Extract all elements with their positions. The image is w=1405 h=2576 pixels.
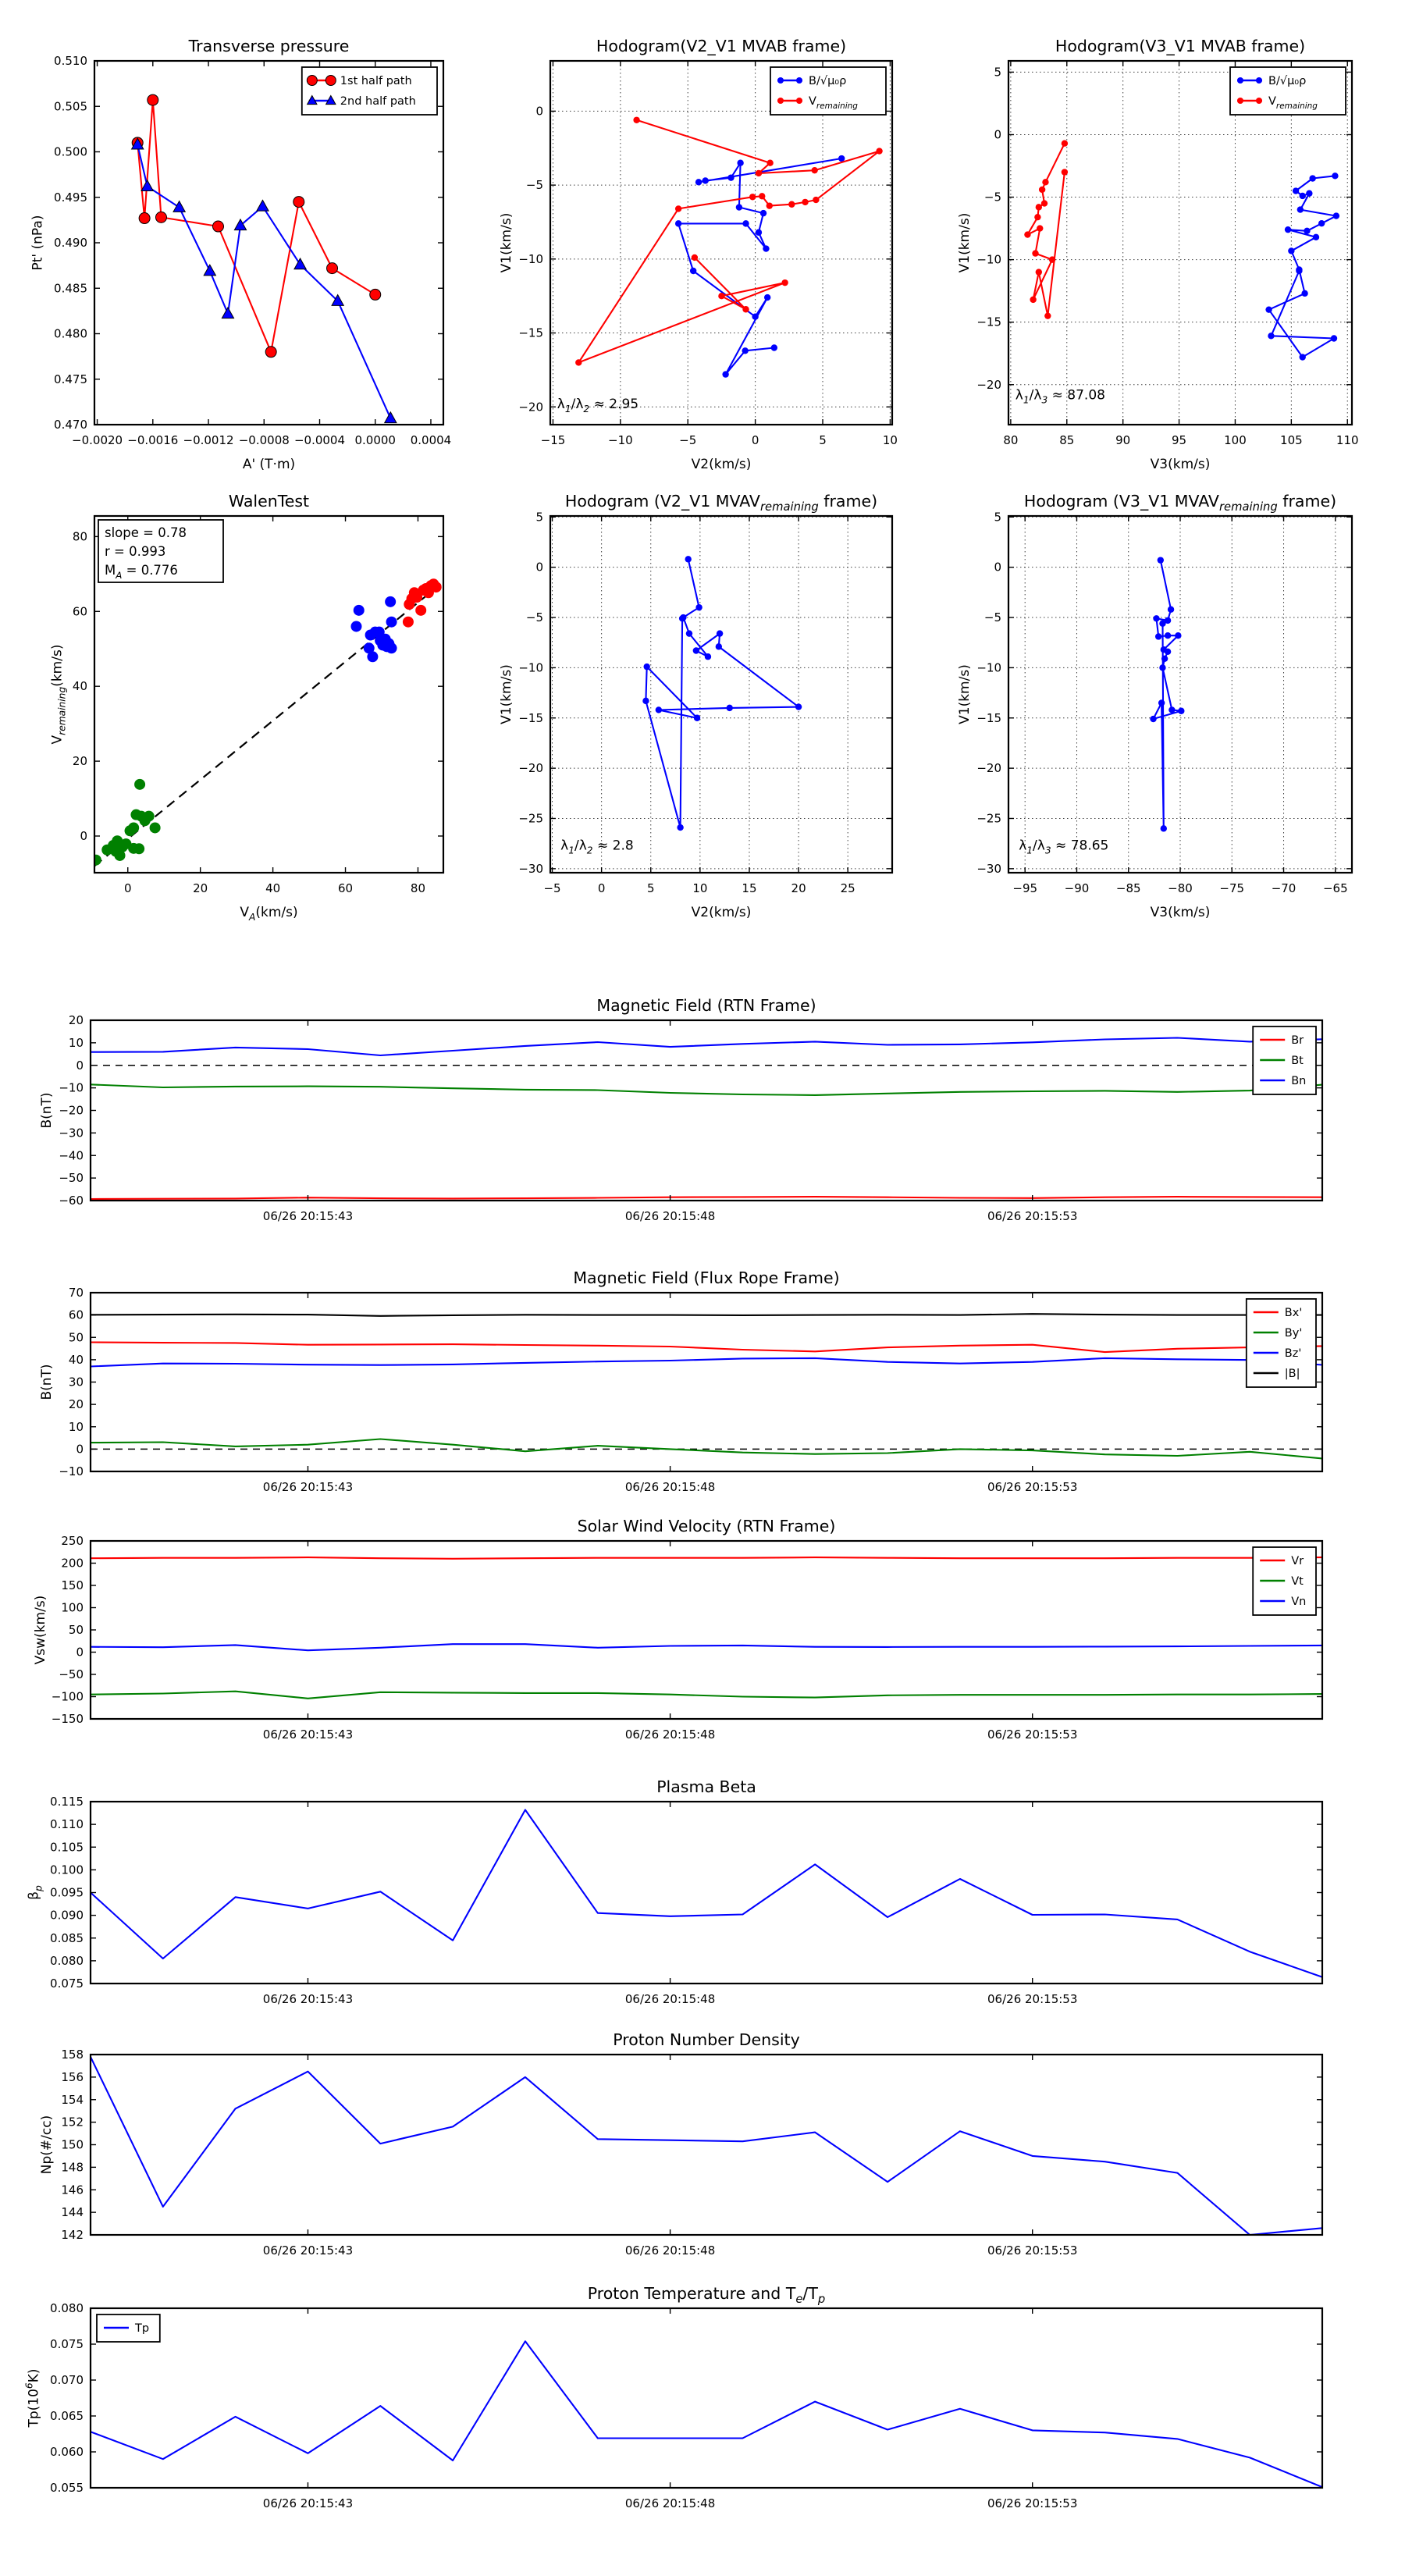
grid [1008, 516, 1352, 873]
series-V_remaining [1027, 144, 1065, 316]
x-tick-label: −90 [1064, 881, 1090, 895]
y-tick-label: −15 [518, 710, 543, 725]
y-tick-label: 0.075 [50, 2337, 84, 2351]
stats-box [98, 520, 223, 582]
hodogram-v3v1-mvav [957, 492, 1352, 920]
y-tick-label: 20 [68, 1397, 84, 1412]
y-tick-label: 60 [68, 1308, 84, 1322]
x-axis-label: V3(km/s) [1150, 457, 1211, 472]
y-tick-label: 20 [68, 1013, 84, 1027]
y-tick-label: 0.480 [54, 326, 87, 341]
y-tick-label: 148 [61, 2160, 84, 2175]
series-1st half path [137, 100, 375, 352]
y-tick-label: −10 [518, 251, 543, 266]
y-tick-label: −50 [59, 1171, 84, 1186]
y-tick-label: 250 [61, 1534, 84, 1548]
ticks [50, 2301, 1322, 2510]
y-tick-label: 60 [72, 604, 87, 619]
x-tick-label: 06/26 20:15:43 [262, 1480, 354, 1494]
solar-wind-velocity [33, 1517, 1322, 1742]
proton-temperature [24, 2284, 1323, 2510]
x-tick-label: 95 [1172, 433, 1187, 447]
y-tick-label: 0.060 [50, 2445, 84, 2459]
y-tick-label: 0.080 [50, 1953, 84, 1968]
x-tick-label: −0.0008 [238, 433, 290, 447]
annotation: $\lambda_1/\lambda_3 \approx 87.08$ [1015, 387, 1105, 406]
y-tick-label: −5 [984, 190, 1001, 205]
x-axis-label: A' (T·m) [242, 457, 296, 472]
x-tick-label: 5 [646, 881, 655, 895]
legend-label: B/√μ₀ρ [1268, 75, 1307, 87]
series-Vr [91, 1557, 1322, 1559]
x-tick-label: 06/26 20:15:48 [624, 1480, 716, 1494]
legend-label: 1st half path [340, 75, 412, 87]
x-tick-label: 20 [791, 881, 806, 895]
y-tick-label: 0.475 [54, 372, 87, 386]
chart-title: Hodogram (V3_V1 $MVAV_{remaining}$ frame) [1023, 492, 1337, 514]
y-tick-label: 40 [68, 1352, 84, 1367]
series-group [91, 1557, 1322, 1699]
series-group [575, 117, 883, 378]
x-tick-label: 0 [751, 433, 759, 447]
series-Bx' [91, 1343, 1322, 1353]
y-tick-label: −5 [984, 610, 1001, 625]
y-tick-label: 5 [535, 510, 543, 525]
y-tick-label: 0 [994, 127, 1001, 142]
y-tick-label: 0 [76, 1058, 84, 1073]
legend-label: By' [1284, 1327, 1303, 1340]
chart-title: Magnetic Field (RTN Frame) [596, 996, 816, 1015]
x-tick-label: 60 [337, 881, 354, 895]
y-tick-label: 100 [61, 1600, 84, 1615]
x-tick-label: −5 [543, 881, 561, 895]
y-tick-label: 0.085 [50, 1930, 84, 1945]
proton-number-density [39, 2030, 1322, 2258]
x-tick-label: 85 [1059, 433, 1075, 447]
series-group [642, 556, 802, 831]
y-tick-label: 30 [68, 1375, 84, 1389]
y-tick-label: −30 [976, 861, 1001, 876]
y-tick-label: 10 [68, 1419, 84, 1434]
y-tick-label: 0.505 [54, 99, 87, 114]
y-tick-label: 0.065 [50, 2409, 84, 2423]
y-tick-label: −15 [976, 710, 1001, 725]
y-tick-label: −10 [518, 660, 543, 675]
series-group [91, 1038, 1322, 1200]
y-axis-label: $\beta_p$ [26, 1885, 44, 1900]
hodogram-v3v1-mvab [957, 37, 1358, 472]
y-tick-label: 0 [80, 829, 87, 844]
series-B/√μ₀ρ [1269, 176, 1336, 357]
series-group [91, 578, 442, 866]
y-axis-label: V1(km/s) [499, 664, 515, 724]
ticks [59, 1013, 1322, 1223]
y-tick-label: 152 [61, 2115, 84, 2129]
series-Bz' [91, 1358, 1322, 1367]
y-axis-label: V1(km/s) [957, 212, 973, 273]
x-tick-label: 0.0004 [410, 433, 452, 447]
x-tick-label: 20 [193, 881, 208, 895]
x-tick-label: −70 [1271, 881, 1297, 895]
x-tick-label: −10 [608, 433, 633, 447]
legend-label: |B| [1284, 1368, 1300, 1380]
y-tick-label: 0.485 [54, 281, 87, 296]
y-tick-label: −25 [976, 811, 1001, 826]
y-tick-label: −10 [976, 660, 1001, 675]
y-tick-label: 0.100 [50, 1863, 84, 1877]
x-tick-label: 06/26 20:15:43 [262, 2496, 354, 2510]
x-tick-label: 100 [1224, 433, 1247, 447]
y-tick-label: 0.470 [54, 418, 87, 432]
x-tick-label: 06/26 20:15:53 [987, 1480, 1078, 1494]
y-tick-label: 150 [61, 1578, 84, 1592]
x-tick-label: 90 [1115, 433, 1131, 447]
y-tick-label: 0 [76, 1645, 84, 1660]
y-tick-label: 70 [68, 1286, 84, 1300]
chart-title: Plasma Beta [656, 1777, 756, 1796]
legend [97, 2314, 160, 2342]
ticks [50, 1795, 1322, 2006]
y-tick-label: −20 [518, 400, 543, 415]
legend-label: $V_{remaining}$ [809, 95, 858, 111]
series-V_remaining [1154, 560, 1182, 829]
y-tick-label: −50 [59, 1667, 84, 1681]
legend [302, 67, 437, 115]
y-axis-label: Np(#/cc) [39, 2115, 55, 2175]
y-tick-label: 0.070 [50, 2373, 84, 2387]
x-tick-label: 06/26 20:15:48 [624, 1992, 716, 2006]
x-tick-label: 06/26 20:15:48 [624, 1209, 716, 1223]
magnetic-field-rtn [39, 996, 1322, 1223]
legend [1253, 1026, 1316, 1094]
y-tick-label: −20 [976, 377, 1001, 392]
x-tick-label: 06/26 20:15:43 [262, 2243, 354, 2258]
axes-box [550, 516, 892, 873]
y-axis-label: V1(km/s) [499, 212, 515, 273]
x-tick-label: −95 [1012, 881, 1038, 895]
y-tick-label: −150 [51, 1712, 84, 1726]
legend-label: Bz' [1284, 1347, 1302, 1360]
series-Vt [91, 1692, 1322, 1699]
axes-box [91, 2308, 1322, 2488]
x-tick-label: 06/26 20:15:48 [624, 2243, 716, 2258]
x-tick-label: −5 [679, 433, 697, 447]
y-tick-label: 10 [68, 1035, 84, 1050]
y-tick-label: 0.055 [50, 2481, 84, 2495]
y-tick-label: −10 [59, 1080, 84, 1095]
y-tick-label: 80 [72, 529, 87, 544]
ticks [518, 61, 898, 447]
stats-line: slope = 0.78 [105, 525, 187, 540]
y-tick-label: 142 [61, 2228, 84, 2242]
x-axis-label: $V_A(km/s)$ [240, 905, 298, 923]
x-tick-label: 110 [1336, 433, 1359, 447]
x-tick-label: −0.0016 [127, 433, 179, 447]
y-axis-label: B(nT) [39, 1364, 55, 1400]
chart-title: Proton Number Density [613, 2030, 800, 2049]
annotation: $\lambda_1/\lambda_2 \approx 2.95$ [557, 397, 639, 415]
y-tick-label: −20 [976, 761, 1001, 776]
x-tick-label: −15 [540, 433, 566, 447]
transverse-pressure [30, 37, 452, 472]
x-tick-label: 25 [840, 881, 855, 895]
x-tick-label: −85 [1115, 881, 1141, 895]
stats-line: $M_A = 0.776$ [105, 563, 178, 581]
legend-label: Br [1291, 1034, 1304, 1047]
x-tick-label: −80 [1168, 881, 1193, 895]
legend [1247, 1299, 1316, 1387]
y-tick-label: 0 [535, 560, 543, 575]
ticks [61, 2048, 1322, 2258]
y-tick-label: 20 [72, 754, 87, 769]
series-group [91, 2341, 1322, 2487]
ticks [59, 1286, 1322, 1494]
series-beta_p [91, 1810, 1322, 1977]
annotation: $\lambda_1/\lambda_2 \approx 2.8$ [560, 838, 634, 856]
y-tick-label: −5 [525, 610, 543, 625]
y-tick-label: 0.500 [54, 144, 87, 159]
chart-title: Transverse pressure [188, 37, 350, 55]
chart-title: Magnetic Field (Flux Rope Frame) [573, 1268, 840, 1287]
y-tick-label: 0 [994, 560, 1001, 575]
legend-label: Bn [1291, 1075, 1307, 1087]
legend [770, 67, 886, 115]
hodogram-v2v1-mvav [499, 492, 892, 920]
legend [1230, 67, 1346, 115]
y-tick-label: 0.115 [50, 1795, 84, 1809]
series-Tp [91, 2341, 1322, 2487]
x-tick-label: 06/26 20:15:48 [624, 1727, 716, 1742]
x-tick-label: 80 [410, 881, 426, 895]
chart-title: WalenTest [228, 492, 310, 511]
legend-label: Bt [1291, 1055, 1304, 1067]
y-tick-label: 200 [61, 1556, 84, 1571]
axes-box [91, 1020, 1322, 1201]
y-tick-label: 0.490 [54, 236, 87, 250]
y-tick-label: 5 [994, 510, 1001, 525]
x-tick-label: 06/26 20:15:43 [262, 1209, 354, 1223]
y-tick-label: 50 [68, 1330, 84, 1345]
y-tick-label: 0.105 [50, 1840, 84, 1855]
series-Br [91, 1197, 1322, 1199]
series-group [1150, 557, 1184, 831]
x-tick-label: 06/26 20:15:53 [987, 1727, 1078, 1742]
y-axis-label: V1(km/s) [957, 664, 973, 724]
axes-box [1008, 516, 1352, 873]
y-tick-label: −20 [518, 761, 543, 776]
axes-box [91, 2055, 1322, 2235]
series-Bn [91, 1038, 1322, 1056]
x-tick-label: −75 [1219, 881, 1245, 895]
chart-title: Hodogram(V3_V1 MVAB frame) [1055, 37, 1306, 55]
series-group [1024, 140, 1339, 360]
legend-label: 2nd half path [340, 95, 416, 108]
chart-title: Solar Wind Velocity (RTN Frame) [577, 1517, 836, 1535]
y-tick-label: −15 [976, 315, 1001, 329]
y-tick-label: 158 [61, 2048, 84, 2062]
series-Vn [91, 1644, 1322, 1650]
plasma-beta [27, 1777, 1323, 2006]
annotation: $\lambda_1/\lambda_3 \approx 78.65$ [1019, 838, 1109, 856]
y-tick-label: −10 [59, 1464, 84, 1478]
y-tick-label: 0 [76, 1442, 84, 1457]
x-tick-label: 06/26 20:15:53 [987, 2496, 1078, 2510]
y-tick-label: 156 [61, 2069, 84, 2084]
x-tick-label: −0.0020 [72, 433, 123, 447]
legend-label: Tp [135, 2322, 150, 2335]
x-axis-label: V2(km/s) [691, 905, 752, 920]
series-|B| [91, 1314, 1322, 1316]
magnetic-field-flux-rope [39, 1268, 1322, 1494]
y-tick-label: 50 [68, 1623, 84, 1637]
x-tick-label: 80 [1003, 433, 1019, 447]
y-tick-label: −40 [59, 1148, 84, 1163]
x-tick-label: 0 [123, 881, 132, 895]
series-group [91, 1810, 1322, 1977]
y-tick-label: −30 [59, 1126, 84, 1140]
y-tick-label: 0.095 [50, 1885, 84, 1900]
x-tick-label: 10 [692, 881, 708, 895]
y-axis-label: Vsw(km/s) [32, 1595, 48, 1665]
hodogram-v2v1-mvab [499, 37, 898, 472]
y-tick-label: −10 [976, 252, 1001, 267]
y-tick-label: 5 [994, 65, 1001, 80]
series-group [91, 2057, 1322, 2235]
x-tick-label: 105 [1280, 433, 1303, 447]
y-tick-label: 0.110 [50, 1817, 84, 1832]
y-tick-label: 150 [61, 2137, 84, 2152]
y-tick-label: −60 [59, 1194, 84, 1208]
chart-title: Hodogram (V2_V1 $MVAV_{remaining}$ frame) [564, 492, 878, 514]
series-group [91, 1314, 1322, 1458]
stats-line: r = 0.993 [105, 544, 166, 559]
x-tick-label: 06/26 20:15:43 [262, 1727, 354, 1742]
x-axis-label: V2(km/s) [691, 457, 752, 472]
y-tick-label: 144 [61, 2205, 84, 2220]
y-tick-label: 154 [61, 2092, 84, 2107]
x-tick-label: 06/26 20:15:43 [262, 1992, 354, 2006]
grid [550, 516, 892, 873]
axes-box [91, 1802, 1322, 1984]
y-axis-label: B(nT) [39, 1092, 55, 1129]
x-tick-label: −65 [1322, 881, 1348, 895]
x-tick-label: 40 [265, 881, 281, 895]
series-Np [91, 2057, 1322, 2235]
y-axis-label: $Tp(10^6K)$ [23, 2368, 42, 2428]
x-tick-label: −0.0004 [293, 433, 346, 447]
legend-label: Bx' [1284, 1307, 1303, 1319]
chart-title: Hodogram(V2_V1 MVAB frame) [596, 37, 847, 55]
y-tick-label: 146 [61, 2183, 84, 2197]
x-axis-label: V3(km/s) [1150, 905, 1211, 920]
x-tick-label: 15 [742, 881, 757, 895]
legend-label: Vt [1291, 1575, 1304, 1588]
x-tick-label: 06/26 20:15:48 [624, 2496, 716, 2510]
y-tick-label: −20 [59, 1103, 84, 1118]
legend [1253, 1547, 1316, 1615]
legend-label: Vr [1291, 1555, 1304, 1567]
series-Bt [91, 1084, 1322, 1095]
legend-label: $V_{remaining}$ [1268, 95, 1318, 111]
walen-test [49, 492, 443, 923]
series-group [132, 94, 397, 423]
x-tick-label: 0.0000 [354, 433, 396, 447]
y-tick-label: 0.090 [50, 1908, 84, 1923]
y-tick-label: 0 [535, 104, 543, 119]
x-tick-label: 06/26 20:15:53 [987, 1209, 1078, 1223]
x-tick-label: 06/26 20:15:53 [987, 2243, 1078, 2258]
y-tick-label: 0.075 [50, 1976, 84, 1991]
y-tick-label: −25 [518, 811, 543, 826]
y-tick-label: 0.510 [54, 54, 87, 68]
y-tick-label: 0.495 [54, 190, 87, 205]
legend-label: Vn [1291, 1596, 1307, 1608]
ticks [52, 1534, 1322, 1742]
x-tick-label: −0.0012 [183, 433, 234, 447]
legend-label: B/√μ₀ρ [809, 75, 847, 87]
y-axis-label: $V_{remaining}(km/s)$ [49, 644, 68, 745]
x-tick-label: 06/26 20:15:53 [987, 1992, 1078, 2006]
x-tick-label: 5 [819, 433, 827, 447]
y-tick-label: −15 [518, 326, 543, 340]
series-V_remaining [578, 120, 879, 363]
x-tick-label: 0 [597, 881, 606, 895]
y-tick-label: −5 [525, 178, 543, 193]
y-tick-label: −30 [518, 861, 543, 876]
y-tick-label: 40 [72, 679, 87, 694]
series-V_remaining [646, 559, 799, 827]
chart-title: Proton Temperature and $T_e/T_p$ [587, 2284, 826, 2306]
x-tick-label: 10 [882, 433, 898, 447]
axes-box [91, 1541, 1322, 1719]
y-tick-label: 0.080 [50, 2301, 84, 2315]
y-axis-label: Pt' (nPa) [30, 215, 46, 271]
y-tick-label: −100 [51, 1689, 84, 1704]
